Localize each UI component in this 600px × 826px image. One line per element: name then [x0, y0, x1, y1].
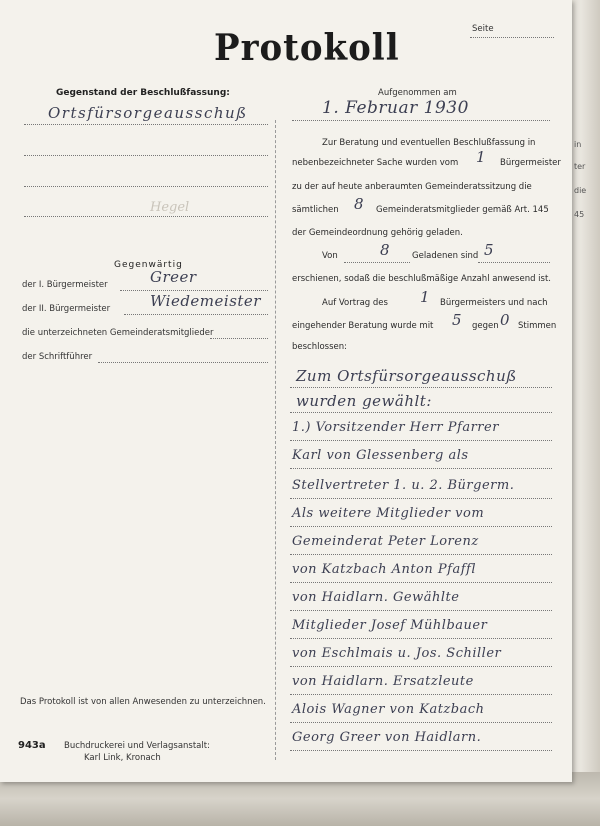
- paragraph-line: gegen: [472, 321, 499, 331]
- paragraph-line: Bürgermeister: [500, 158, 561, 168]
- handwritten-line: Alois Wagner von Katzbach: [292, 702, 485, 717]
- seite-line: [470, 37, 554, 38]
- paragraph-line: nebenbezeichneter Sache wurden vom: [292, 158, 459, 168]
- dotted-line: [24, 186, 268, 187]
- paragraph-line: Bürgermeisters und nach: [440, 298, 548, 308]
- dotted-line: [24, 216, 268, 217]
- row-label-gemeinderatsmitglieder: die unterzeichneten Gemeinderatsmitglieder: [22, 328, 214, 338]
- dotted-line: [478, 262, 550, 263]
- filled-number: 1: [420, 288, 431, 306]
- paragraph-line: eingehender Beratung wurde mit: [292, 321, 434, 331]
- handwritten-line: Zum Ortsfürsorgeausschuß: [296, 367, 517, 385]
- handwritten-line: Mitglieder Josef Mühlbauer: [292, 618, 488, 633]
- filled-number: 5: [484, 241, 495, 259]
- dotted-line: [290, 750, 552, 751]
- handwritten-line: Gemeinderat Peter Lorenz: [292, 534, 479, 549]
- dotted-line: [290, 638, 552, 639]
- filled-number: 0: [500, 311, 511, 329]
- paragraph-line: erschienen, sodaß die beschlußmäßige Anzahl anwesend ist.: [292, 274, 552, 284]
- gegenwaertig-label: Gegenwärtig: [114, 260, 183, 270]
- bleed-through-text: Hegel: [150, 200, 190, 215]
- dotted-line: [290, 582, 552, 583]
- dotted-line: [24, 124, 268, 125]
- handwritten-line: Stellvertreter 1. u. 2. Bürgerm.: [292, 478, 515, 493]
- dotted-line: [290, 498, 552, 499]
- margin-fragment: in: [574, 140, 582, 149]
- paragraph-line: zu der auf heute anberaumten Gemeinderatssitzung die: [292, 182, 532, 192]
- form-number: 943a: [18, 740, 46, 751]
- handwritten-line: Als weitere Mitglieder vom: [292, 506, 485, 521]
- row-label-schriftfuehrer: der Schriftführer: [22, 352, 93, 362]
- paragraph-line: Auf Vortrag des: [322, 298, 388, 308]
- paragraph-line: Zur Beratung und eventuellen Beschlußfassung in: [322, 138, 536, 148]
- margin-fragment: ter: [574, 162, 586, 171]
- handwritten-line: von Eschlmais u. Jos. Schiller: [292, 646, 502, 661]
- filled-number: 8: [380, 241, 391, 259]
- dotted-line: [290, 694, 552, 695]
- seite-label: Seite: [472, 24, 494, 34]
- date-value: 1. Februar 1930: [322, 98, 469, 118]
- paragraph-line: Geladenen sind: [412, 251, 479, 261]
- dotted-line: [344, 262, 410, 263]
- dotted-line: [210, 338, 268, 339]
- paragraph-line: beschlossen:: [292, 342, 348, 352]
- dotted-line: [124, 314, 268, 315]
- row-value-1-buergermeister: Greer: [150, 268, 197, 286]
- dotted-line: [120, 290, 268, 291]
- dotted-line: [98, 362, 268, 363]
- dotted-line: [290, 440, 552, 441]
- printer-line-2: Karl Link, Kronach: [84, 753, 161, 763]
- handwritten-line: Georg Greer von Haidlarn.: [292, 730, 482, 745]
- filled-number: 5: [452, 311, 463, 329]
- filled-number: 8: [354, 195, 365, 213]
- filled-number: 1: [476, 148, 487, 166]
- row-label-2-buergermeister: der II. Bürgermeister: [22, 304, 111, 314]
- printer-line-1: Buchdruckerei und Verlagsanstalt:: [64, 741, 210, 751]
- margin-fragment: 45: [574, 210, 585, 219]
- dotted-line: [292, 120, 550, 121]
- dotted-line: [290, 412, 552, 413]
- handwritten-line: von Haidlarn. Gewählte: [292, 590, 460, 605]
- gegenstand-label: Gegenstand der Beschlußfassung:: [56, 88, 230, 98]
- page-title: Protokoll: [214, 26, 400, 70]
- paragraph-line: Stimmen: [518, 321, 557, 331]
- dotted-line: [290, 610, 552, 611]
- paragraph-line: sämtlichen: [292, 205, 339, 215]
- handwritten-line: von Katzbach Anton Pfaffl: [292, 562, 476, 577]
- aufgenommen-label: Aufgenommen am: [378, 88, 457, 98]
- dotted-line: [290, 387, 552, 388]
- handwritten-line: wurden gewählt:: [296, 392, 432, 410]
- dotted-line: [290, 554, 552, 555]
- row-label-1-buergermeister: der I. Bürgermeister: [22, 280, 108, 290]
- handwritten-line: Karl von Glessenberg als: [292, 448, 469, 463]
- paragraph-line: der Gemeindeordnung gehörig geladen.: [292, 228, 463, 238]
- row-value-2-buergermeister: Wiedemeister: [150, 292, 261, 310]
- paragraph-line: Von: [322, 251, 338, 261]
- handwritten-line: von Haidlarn. Ersatzleute: [292, 674, 474, 689]
- footer-note: Das Protokoll ist von allen Anwesenden zu unterzeichnen.: [20, 697, 266, 707]
- paragraph-line: Gemeinderatsmitglieder gemäß Art. 145: [376, 205, 549, 215]
- dotted-line: [290, 722, 552, 723]
- dotted-line: [290, 526, 552, 527]
- scan-edge-right: [568, 0, 600, 826]
- handwritten-line: 1.) Vorsitzender Herr Pfarrer: [292, 420, 499, 435]
- dotted-line: [24, 155, 268, 156]
- dotted-line: [290, 468, 552, 469]
- margin-fragment: die: [574, 186, 587, 195]
- gegenstand-value: Ortsfürsorgeausschuß: [48, 104, 248, 122]
- column-divider: [275, 120, 276, 760]
- dotted-line: [290, 666, 552, 667]
